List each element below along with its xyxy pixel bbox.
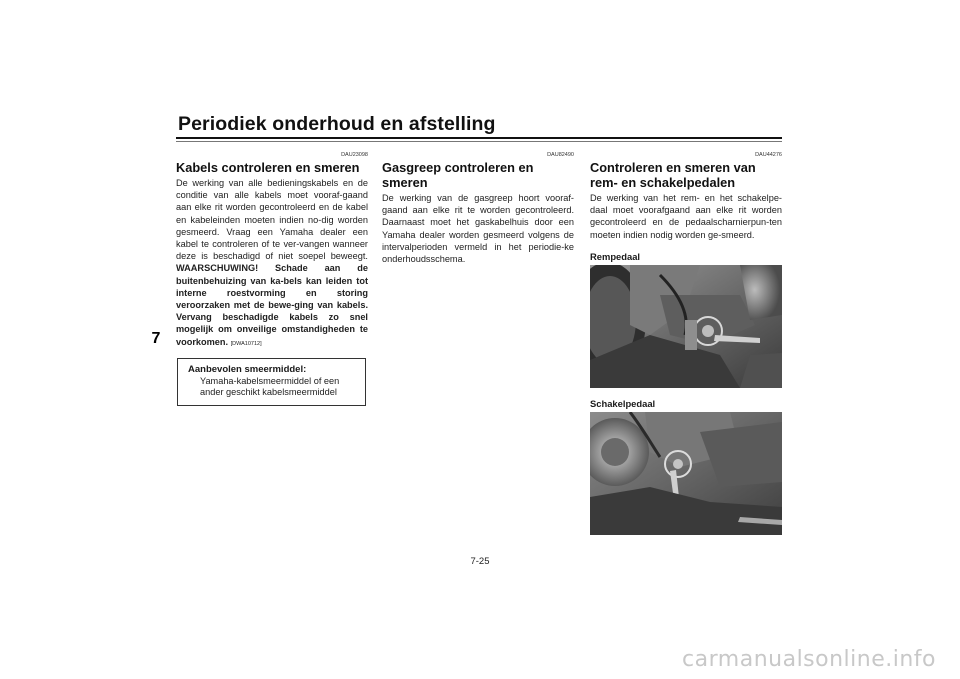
lubricant-box-text: Yamaha-kabelsmeermiddel of een ander geschikt kabelsmeermiddel (200, 375, 340, 398)
section-heading-cables: Kabels controleren en smeren (176, 160, 360, 175)
brake-pedal-label: Rempedaal (590, 250, 641, 262)
section-heading-throttle: Gasgreep controleren en smeren (382, 160, 534, 190)
section-body-throttle: De werking van de gasgreep hoort vooraf-gaand aan elke rit te worden gecontroleerd. Daarnaast moet het gaskabelhuis door een Yamaha dealer worden gesmeerd volgens de intervalperioden vermeld in het periodie-ke onderhoudsschema. (382, 193, 574, 265)
section-body-pedals: De werking van het rem- en het schakelpe-daal moet voorafgaand aan elke rit worden gecontroleerd en de pedaalscharnierpun-ten moeten indien nodig worden ge-smeerd. (590, 193, 782, 240)
warning-text: WAARSCHUWING! Schade aan de buitenbehuizing van ka-bels kan leiden tot interne roestvorming en storing veroorzaken met de bewe-ging van kabels. Vervang beschadigde kabels zo snel mogelijk om onveilige omstandigheden te voorkomen. (176, 263, 368, 347)
title-rule (176, 137, 782, 139)
column-pedals (590, 151, 782, 535)
lubricant-box-title: Aanbevolen smeermiddel: (188, 363, 307, 375)
section-code: DAU82490 (547, 152, 574, 158)
brake-pedal-photo (590, 265, 782, 388)
section-heading-pedals: Controleren en smeren van rem- en schakelpedalen (590, 160, 756, 190)
warning-code: [DWA10712] (230, 340, 262, 347)
watermark: carmanualsonline.info (682, 647, 936, 672)
section-body-cables (176, 177, 368, 350)
title-rule-thin (176, 141, 782, 142)
column-cables (176, 151, 368, 406)
column-throttle (382, 151, 574, 265)
page-number: 7-25 (470, 556, 490, 567)
page-title: Periodiek onderhoud en afstelling (178, 113, 496, 135)
section-code: DAU44276 (755, 152, 782, 158)
section-code: DAU23098 (341, 152, 368, 158)
cables-body-text: De werking van alle bedieningskabels en de conditie van alle kabels moet vooraf-gaand aan elke rit worden gecontroleerd en de kabel en kabeleinden moeten indien no-dig worden gesmeerd. Vraag een Yamaha dealer een kabel te controleren of te ver-vangen wanneer deze is beschadigd of niet soepel beweegt. (176, 178, 368, 262)
lubricant-box (177, 358, 366, 406)
chapter-tab[interactable]: 7 (146, 328, 166, 350)
shift-pedal-label: Schakelpedaal (590, 397, 656, 409)
shift-pedal-photo (590, 412, 782, 535)
